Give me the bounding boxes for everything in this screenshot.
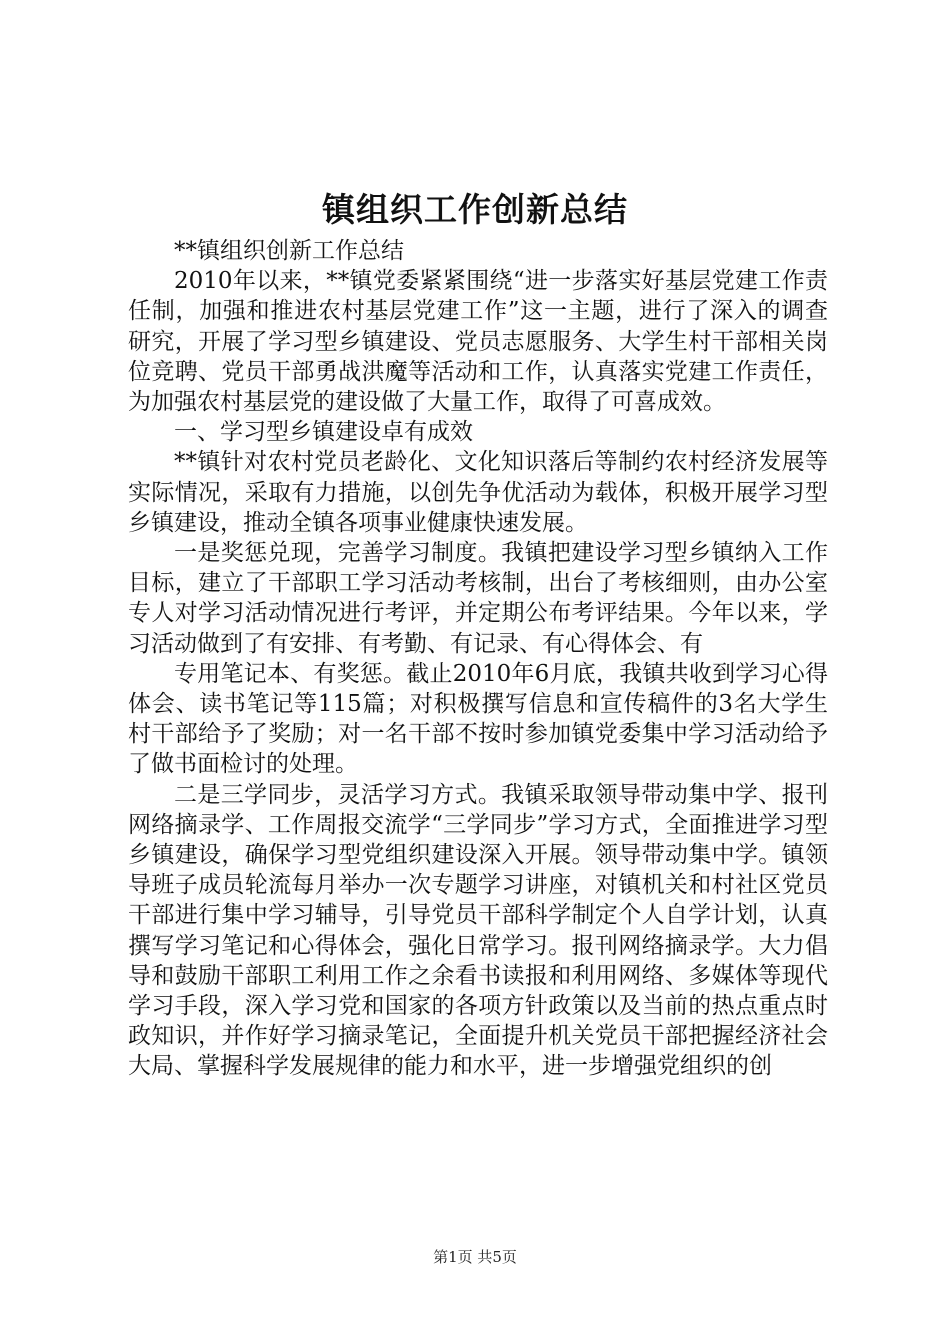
document-title: 镇组织工作创新总结 bbox=[322, 190, 628, 229]
paragraph-section-1: **镇针对农村党员老龄化、文化知识落后等制约农村经济发展等实际情况，采取有力措施，以创先争优活动为载体，积极开展学习型乡镇建设，推动全镇各项事业健康快速发展。 bbox=[128, 449, 828, 536]
paragraph-subtitle: **镇组织创新工作总结 bbox=[174, 238, 404, 264]
paragraph-rewards-cont: 专用笔记本、有奖惩。截止2010年6月底，我镇共收到学习心得体会、读书笔记等115篇；对积极撰写信息和宣传稿件的3名大学生村干部给予了奖励；对一名干部不按时参加镇党委集中学习活动给予了做书面检讨的处理。 bbox=[128, 660, 828, 778]
document-body bbox=[128, 236, 828, 1082]
paragraph-rewards: 一是奖惩兑现，完善学习制度。我镇把建设学习型乡镇纳入工作目标，建立了干部职工学习活动考核制，出台了考核细则，由办公室专人对学习活动情况进行考评，并定期公布考评结果。今年以来，学习活动做到了有安排、有考勤、有记录、有心得体会、有 bbox=[128, 540, 828, 657]
page-footer: 第1页 共5页 bbox=[433, 1248, 517, 1266]
section-heading-1: 一、学习型乡镇建设卓有成效 bbox=[174, 419, 473, 446]
paragraph-three-learning: 二是三学同步，灵活学习方式。我镇采取领导带动集中学、报刊网络摘录学、工作周报交流学“三学同步”学习方式，全面推进学习型乡镇建设，确保学习型党组织建设深入开展。领导带动集中学。镇领导班子成员轮流每月举办一次专题学习讲座，对镇机关和村社区党员干部进行集中学习辅导，引导党员干部科学制定个人自学计划，认真撰写学习笔记和心得体会，强化日常学习。报刊网络摘录学。大力倡导和鼓励干部职工利用工作之余看书读报和利用网络、多媒体等现代学习手段，深入学习党和国家的各项方针政策以及当前的热点重点时政知识，并作好学习摘录笔记，全面提升机关党员干部把握经济社会大局、掌握科学发展规律的能力和水平，进一步增强党组织的创 bbox=[128, 781, 828, 1080]
paragraph-intro: 2010年以来，**镇党委紧紧围绕“进一步落实好基层党建工作责任制，加强和推进农村基层党建工作”这一主题，进行了深入的调查研究，开展了学习型乡镇建设、党员志愿服务、大学生村干部相关岗位竞聘、党员干部勇战洪魔等活动和工作，认真落实党建工作责任，为加强农村基层党的建设做了大量工作，取得了可喜成效。 bbox=[128, 268, 828, 416]
